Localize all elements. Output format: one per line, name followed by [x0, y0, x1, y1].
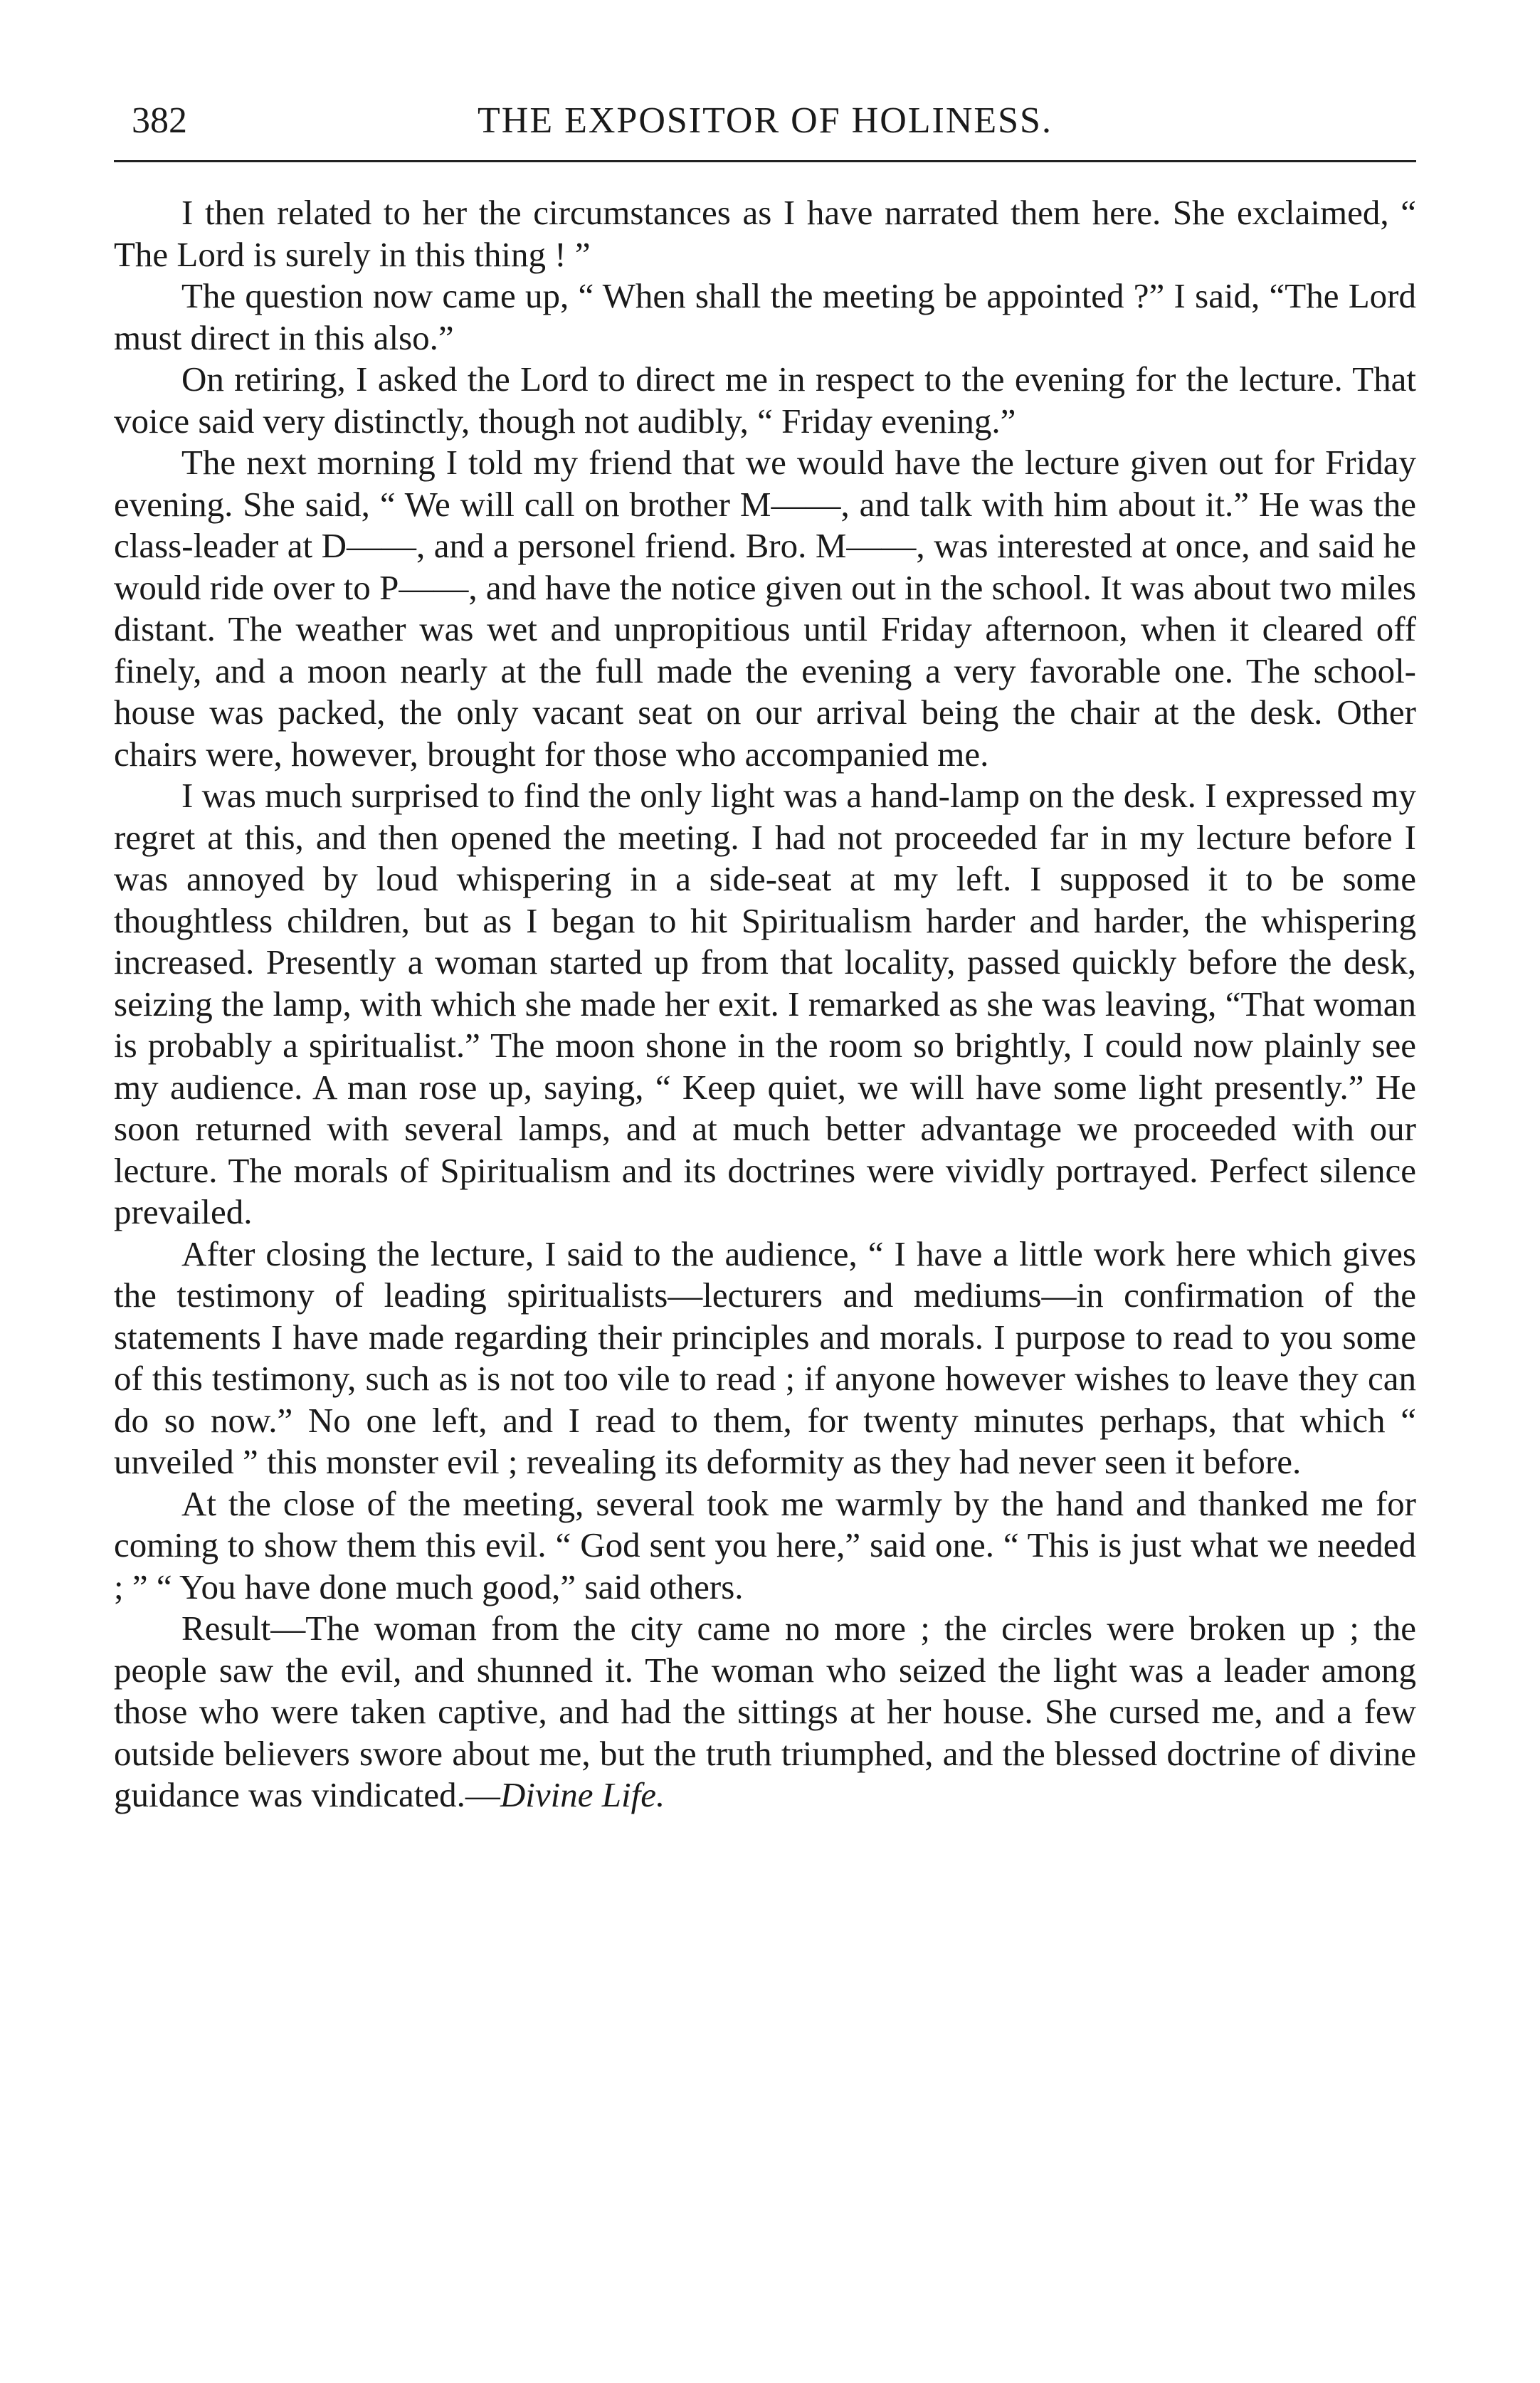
running-head	[114, 85, 1416, 157]
source-attribution: Divine Life.	[500, 1775, 665, 1814]
page	[114, 85, 1416, 2320]
paragraph: On retiring, I asked the Lord to direct me in respect to the evening for the lecture. That voice said very distinctly, though not audibly, “ Friday evening.”	[114, 359, 1416, 441]
paragraph: I then related to her the circumstances as I have narrated them here. She exclaimed, “ The Lord is surely in this thing ! ”	[114, 193, 1416, 274]
paragraph: I was much surprised to find the only light was a hand-lamp on the desk. I expressed my regret at this, and then opened the meeting. I had not proceeded far in my lecture before I was annoyed by loud whispering in a side-seat at my left. I supposed it to be some thoughtless children, but as I began to hit Spiritualism harder and harder, the whispering increased. Presently a woman started up from that locality, passed quickly before the desk, seizing the lamp, with which she made her exit. I remarked as she was leaving, “That woman is probably a spiritualist.” The moon shone in the room so brightly, I could now plainly see my audience. A man rose up, saying, “ Keep quiet, we will have some light presently.” He soon returned with several lamps, and at much better advantage we proceeded with our lecture. The morals of Spiritualism and its doctrines were vividly portrayed. Perfect silence prevailed.	[114, 776, 1416, 1231]
running-title: THE EXPOSITOR OF HOLINESS.	[478, 100, 1053, 141]
paragraph: The next morning I told my friend that we would have the lecture given out for Friday evening. She said, “ We will call on brother M——, and talk with him about it.” He was the class-leader at D——, and a personel friend. Bro. M——, was interested at once, and said he would ride over to P——, and have the notice given out in the school. It was about two miles distant. The weather was wet and unpropitious until Friday afternoon, when it cleared off finely, and a moon nearly at the full made the evening a very favorable one. The school-house was packed, the only vacant seat on our arrival being the chair at the desk. Other chairs were, however, brought for those who accompanied me.	[114, 443, 1416, 774]
paragraph: After closing the lecture, I said to the audience, “ I have a little work here which gives the testimony of leading spiritualists—lecturers and mediums—in confirmation of the statements I have made regarding their principles and morals. I purpose to read to you some of this testimony, such as is not too vile to read ; if anyone however wishes to leave they can do so now.” No one left, and I read to them, for twenty minutes perhaps, that which “ unveiled ” this monster evil ; revealing its deformity as they had never seen it before.	[114, 1233, 1416, 1481]
paragraph: The question now came up, “ When shall the meeting be appointed ?” I said, “The Lord must direct in this also.”	[114, 276, 1416, 357]
header-rule	[114, 160, 1416, 162]
article-body	[114, 192, 1416, 1816]
page-number: 382	[132, 100, 187, 141]
final-paragraph	[114, 1608, 1416, 1816]
final-paragraph-text: Result—The woman from the city came no more ; the circles were broken up ; the people saw the evil, and shunned it. The woman who seized the light was a leader among those who were taken captive, and had the sittings at her house. She cursed me, and a few outside believers swore about me, but the truth triumphed, and the blessed doctrine of divine guidance was vindicated.—	[114, 1609, 1416, 1814]
paragraph: At the close of the meeting, several took me warmly by the hand and thanked me for coming to show them this evil. “ God sent you here,” said one. “ This is just what we needed ; ” “ You have done much good,” said others.	[114, 1483, 1416, 1606]
